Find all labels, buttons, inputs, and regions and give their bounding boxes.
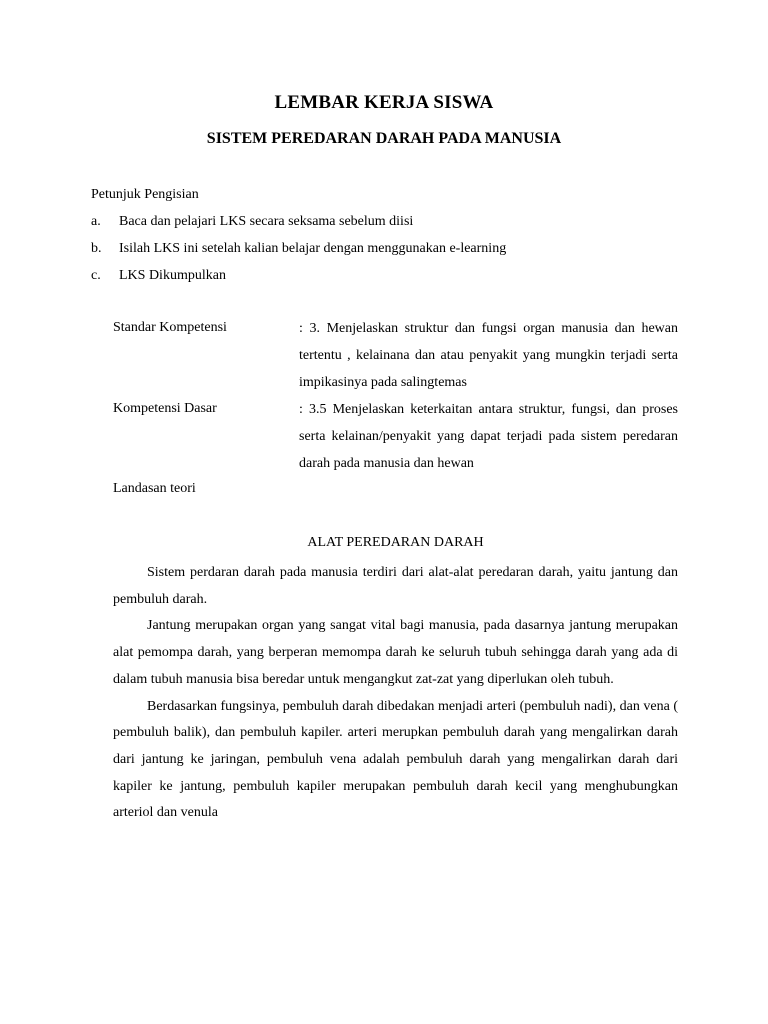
standard-label: Standar Kompetensi <box>113 320 227 335</box>
instruction-item <box>91 240 506 267</box>
instruction-letter: a. <box>91 214 101 229</box>
section-heading: ALAT PEREDARAN DARAH <box>307 535 484 550</box>
landasan-label: Landasan teori <box>113 481 196 496</box>
page-title: LEMBAR KERJA SISWA <box>274 92 494 113</box>
standard-label: Kompetensi Dasar <box>113 401 217 416</box>
instruction-letter: c. <box>91 268 101 283</box>
instructions-heading: Petunjuk Pengisian <box>91 187 199 202</box>
instruction-text: Isilah LKS ini setelah kalian belajar dengan menggunakan e-learning <box>119 241 507 256</box>
instructions-list <box>91 213 506 294</box>
paragraph: Jantung merupakan organ yang sangat vital bagi manusia, pada dasarnya jantung merupakan alat pemompa darah, yang berperan memompa darah ke seluruh tubuh sehingga darah yang ada di dalam tubuh manusia bisa beredar untuk mengangkut zat-zat yang diperlukan oleh tubuh. <box>113 618 678 687</box>
standard-text: : 3. Menjelaskan struktur dan fungsi organ manusia dan hewan tertentu , kelainana dan atau penyakit yang mungkin terjadi serta impikasinya pada salingtemas <box>299 321 678 390</box>
instruction-text: Baca dan pelajari LKS secara seksama sebelum diisi <box>119 214 414 229</box>
paragraph: Berdasarkan fungsinya, pembuluh darah dibedakan menjadi arteri (pembuluh nadi), dan vena ( pembuluh balik), dan pembuluh kapiler. arteri merupkan pembuluh darah yang mengalirkan darah dari jantung ke jaringan, pembuluh vena adalah pembuluh darah yang mengalirkan darah dari kapiler ke jantung, pembuluh kapiler merupakan pembuluh darah kecil yang menghubungkan arteriol dan venula <box>113 698 678 821</box>
standard-text: : 3.5 Menjelaskan keterkaitan antara struktur, fungsi, dan proses serta kelainan/penyakit yang dapat terjadi pada sistem peredaran darah pada manusia dan hewan <box>299 402 678 471</box>
page-subtitle: SISTEM PEREDARAN DARAH PADA MANUSIA <box>206 130 562 147</box>
instruction-letter: b. <box>91 241 102 256</box>
instruction-text: LKS Dikumpulkan <box>119 268 226 283</box>
paragraph: Sistem perdaran darah pada manusia terdiri dari alat-alat peredaran darah, yaitu jantung dan pembuluh darah. <box>113 565 678 607</box>
instruction-item <box>91 213 506 240</box>
body-text <box>113 560 678 827</box>
instruction-item <box>91 267 506 294</box>
